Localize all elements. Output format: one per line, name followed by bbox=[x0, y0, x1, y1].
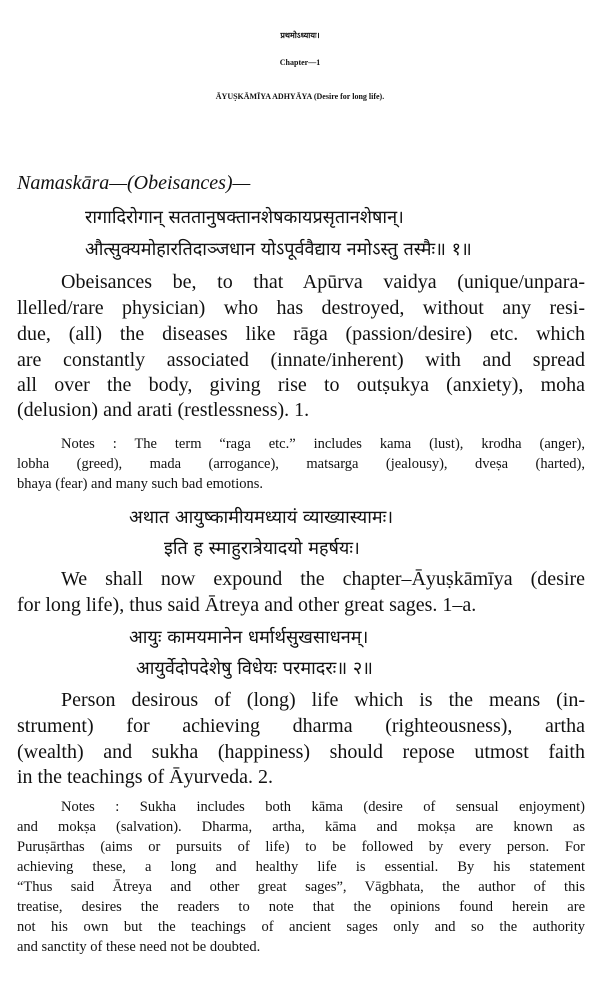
notes2-line1: Notes : Sukha includes both kāma (desire of sensual enjoyment) bbox=[61, 799, 585, 815]
para2-line2: for long life), thus said Ātreya and other great sages. 1–a. bbox=[17, 594, 477, 616]
para3-line3: (wealth) and sukha (happiness) should repose utmost faith bbox=[17, 741, 585, 763]
verse1-line2: औत्सुक्यमोहारतिदाञ्जधान योऽपूर्ववैद्याय नमोऽस्तु तस्मैः॥ १॥ bbox=[85, 239, 472, 260]
verse1-line1: रागादिरोगान् सततानुषक्तानशेषकायप्रसृतानशेषान्। bbox=[85, 207, 404, 228]
verse3-line1: आयुः कामयमानेन धर्मार्थसुखसाधनम्। bbox=[129, 627, 369, 648]
chapter-title: ĀYUṢKĀMĪYA ADHYĀYA (Desire for long life). bbox=[215, 92, 385, 101]
para1-line1: Obeisances be, to that Apūrva vaidya (unique/unpara- bbox=[61, 271, 585, 293]
devanagari-chapter-title: प्रथमोऽध्यायः। bbox=[280, 31, 320, 40]
para1-line2: llelled/rare physician) who has destroyed, without any resi- bbox=[17, 297, 585, 319]
verse2-line1: अथात आयुष्कामीयमध्यायं व्याख्यास्यामः। bbox=[129, 507, 394, 528]
para3-line2: strument) for achieving dharma (righteousness), artha bbox=[17, 715, 585, 737]
notes2-line5: “Thus said Ātreya and other great sages”, Vāgbhata, the author of this bbox=[17, 879, 585, 895]
chapter-number: Chapter—1 bbox=[279, 58, 321, 67]
notes2-line6: treatise, desires the readers to note that the opinions found herein are bbox=[17, 899, 585, 915]
verse2-line2: इति ह स्माहुरात्रेयादयो महर्षयः। bbox=[164, 538, 360, 559]
para1-line5: all over the body, giving rise to outṣukya (anxiety), moha bbox=[17, 374, 585, 396]
para1-line3: due, (all) the diseases like rāga (passion/desire) etc. which bbox=[17, 323, 585, 345]
verse3-line2: आयुर्वेदोपदेशेषु विधेयः परमादरः॥ २॥ bbox=[136, 658, 373, 679]
notes1-line2: lobha (greed), mada (arrogance), matsarga (jealousy), dveṣa (harted), bbox=[17, 456, 585, 472]
para2-line1: We shall now expound the chapter–Āyuṣkāmīya (desire bbox=[61, 568, 585, 590]
namaskara-heading: Namaskāra—(Obeisances)— bbox=[17, 172, 251, 194]
para1-line6: (delusion) and arati (restlessness). 1. bbox=[17, 399, 310, 421]
notes2-line7: not his own but the teachings of ancient sages only and so the authority bbox=[17, 919, 585, 935]
notes2-line4: achieving these, a long and healthy life is essential. By his statement bbox=[17, 859, 585, 875]
para3-line1: Person desirous of (long) life which is the means (in- bbox=[61, 689, 585, 711]
notes1-line1: Notes : The term “raga etc.” includes kama (lust), krodha (anger), bbox=[61, 436, 585, 452]
notes1-line3: bhaya (fear) and many such bad emotions. bbox=[17, 476, 264, 492]
para1-line4: are constantly associated (innate/inherent) with and spread bbox=[17, 349, 585, 371]
notes2-line2: and mokṣa (salvation). Dharma, artha, kāma and mokṣa are known as bbox=[17, 819, 585, 835]
notes2-line3: Puruṣārthas (aims or pursuits of life) to be followed by every person. For bbox=[17, 839, 585, 855]
para3-line4: in the teachings of Āyurveda. 2. bbox=[17, 766, 274, 788]
notes2-line8: and sanctity of these need not be doubted. bbox=[17, 939, 261, 955]
